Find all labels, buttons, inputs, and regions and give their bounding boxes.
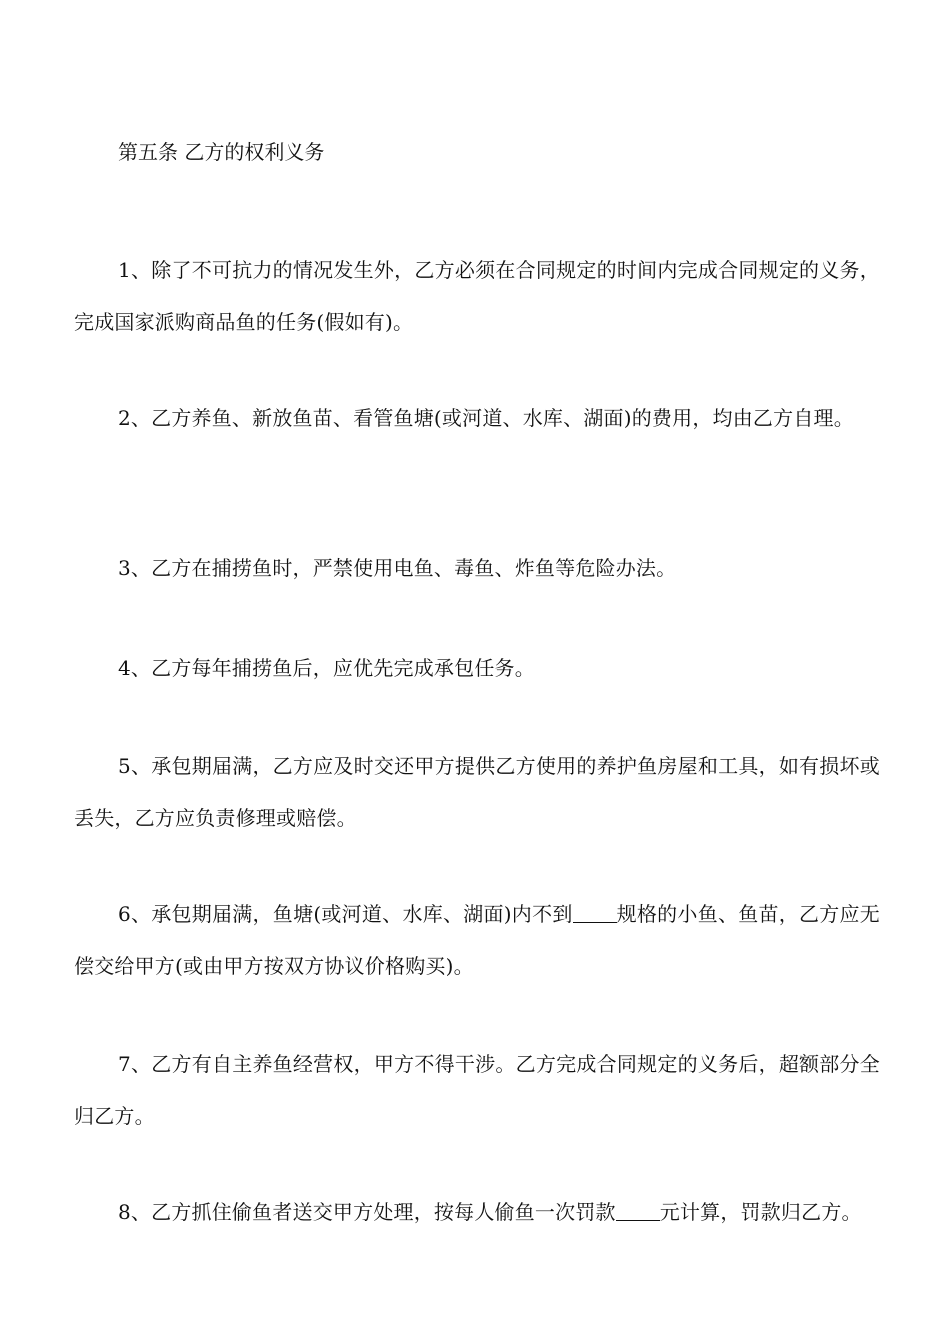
clause-8-text-after: 元计算，罚款归乙方。	[659, 1200, 862, 1224]
clause-1: 1、除了不可抗力的情况发生外，乙方必须在合同规定的时间内完成合同规定的义务，完成国家派购商品鱼的任务(假如有)。	[74, 258, 880, 334]
clause-6-text-before: 6、承包期届满，鱼塘(或河道、水库、湖面)内不到	[118, 902, 573, 926]
blank-line	[616, 1202, 660, 1221]
clause-6-text-after: 规格的小鱼、鱼苗，乙方应无偿交给甲方(或由甲方按双方协议价格购买)。	[74, 902, 880, 978]
clause-2: 2、乙方养鱼、新放鱼苗、看管鱼塘(或河道、水库、湖面)的费用，均由乙方自理。	[118, 406, 854, 430]
clause-6	[74, 888, 880, 992]
clause-5: 5、承包期届满，乙方应及时交还甲方提供乙方使用的养护鱼房屋和工具，如有损坏或丢失，乙方应负责修理或赔偿。	[74, 754, 880, 830]
clause-8-text-before: 8、乙方抓住偷鱼者送交甲方处理，按每人偷鱼一次罚款	[118, 1200, 616, 1224]
clause-8	[74, 1186, 880, 1238]
clause-7: 7、乙方有自主养鱼经营权，甲方不得干涉。乙方完成合同规定的义务后，超额部分全归乙方。	[74, 1052, 880, 1128]
clause-4: 4、乙方每年捕捞鱼后，应优先完成承包任务。	[118, 656, 535, 680]
section-heading: 第五条 乙方的权利义务	[118, 140, 325, 164]
clause-3: 3、乙方在捕捞鱼时，严禁使用电鱼、毒鱼、炸鱼等危险办法。	[118, 556, 677, 580]
blank-line	[573, 904, 617, 923]
